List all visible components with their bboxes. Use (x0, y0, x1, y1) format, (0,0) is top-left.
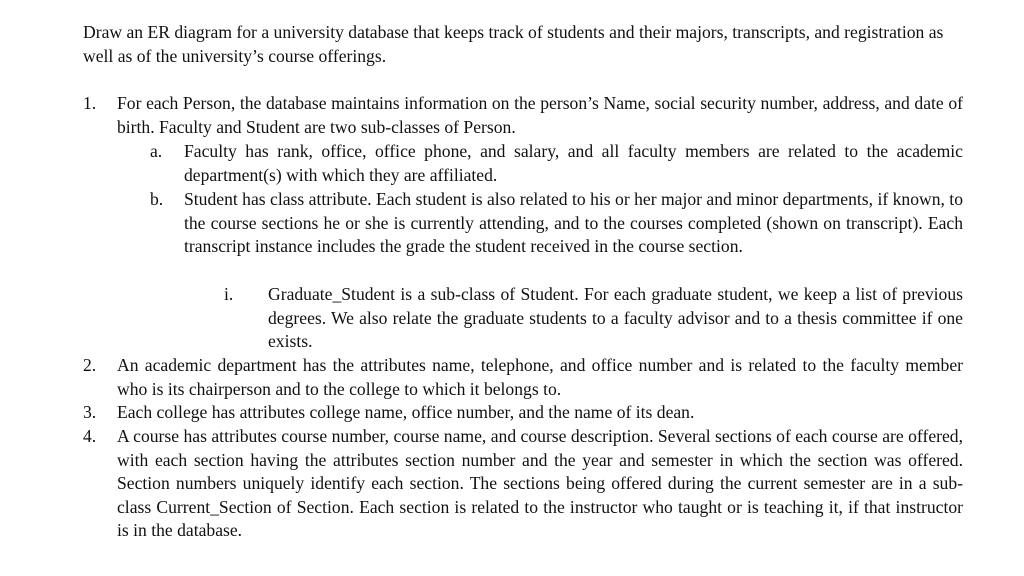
list-item-1b (150, 188, 963, 259)
list-item-3-text: Each college has attributes college name, office number, and the name of its dean. (117, 402, 695, 422)
list-item-1b-i (224, 283, 963, 354)
list-item-1-number: 1. (83, 93, 97, 113)
list-item-1b-i-text: Graduate_Student is a sub-class of Student. For each graduate student, we keep a list of previous degrees. We also relate the graduate students to a faculty advisor and to a thesis committee if one exists. (268, 284, 963, 351)
list-item-2 (83, 354, 963, 401)
list-item-2-text: An academic department has the attributes name, telephone, and office number and is related to the faculty member who is its chairperson and to the college to which it belongs to. (117, 355, 963, 399)
list-item-4 (83, 425, 963, 543)
list-item-1a-letter: a. (150, 141, 163, 161)
list-item-1b-letter: b. (150, 189, 164, 209)
list-item-3-number: 3. (83, 402, 97, 422)
list-item-3 (83, 401, 963, 425)
list-item-2-number: 2. (83, 355, 97, 375)
list-item-4-text: A course has attributes course number, course name, and course description. Several sections of each course are offered, with each section having the attributes section number and the year and semester in which the section was offered. Section numbers uniquely identify each section. The sections being offered during the current semester are in a sub-class Current_Section of Section. Each section is related to the instructor who taught or is teaching it, if that instructor is in the database. (117, 426, 963, 540)
list-item-1 (83, 92, 963, 139)
intro-paragraph: Draw an ER diagram for a university database that keeps track of students and their majors, transcripts, and registration as well as of the university’s course offerings. (83, 22, 944, 66)
list-item-4-number: 4. (83, 426, 97, 446)
list-item-1b-i-numeral: i. (224, 284, 234, 304)
list-item-1a (150, 140, 963, 187)
list-item-1b-text: Student has class attribute. Each student is also related to his or her major and minor departments, if known, to the course sections he or she is currently attending, and to the courses completed (shown on transcript). Each transcript instance includes the grade the student received in the course section. (184, 189, 963, 256)
list-item-1-text: For each Person, the database maintains information on the person’s Name, social security number, address, and date of birth. Faculty and Student are two sub-classes of Person. (117, 93, 963, 137)
list-item-1a-text: Faculty has rank, office, office phone, and salary, and all faculty members are related to the academic department(s) with which they are affiliated. (184, 141, 963, 185)
